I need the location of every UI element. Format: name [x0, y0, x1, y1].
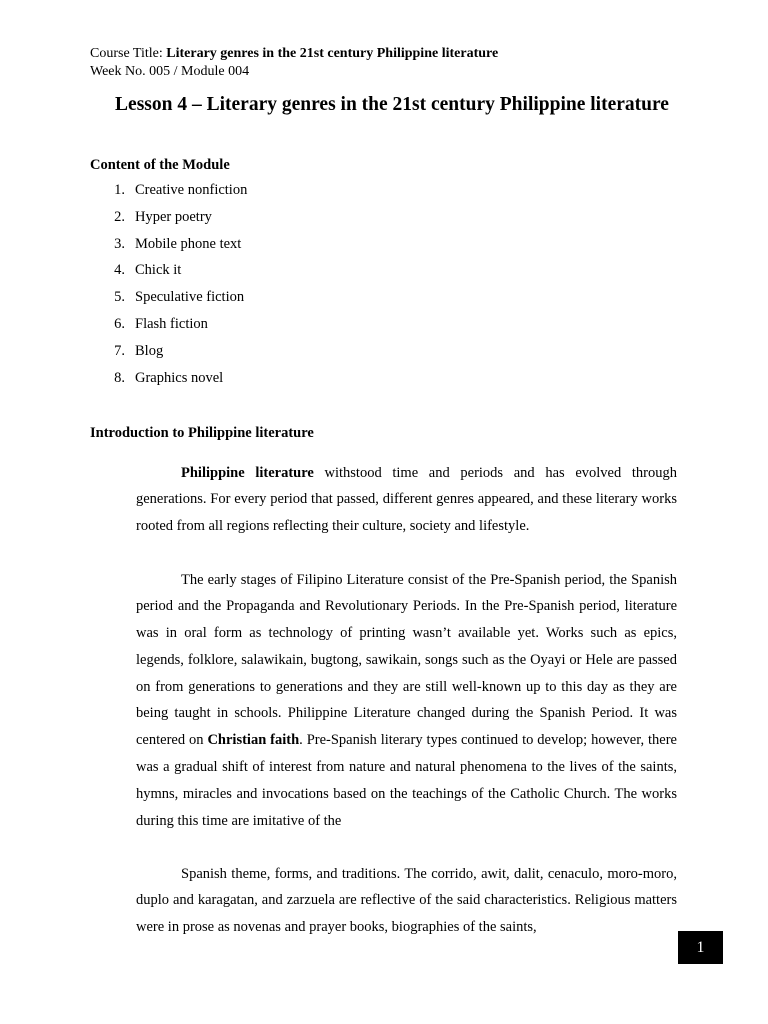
paragraph-text: withstood time and periods and has evolved through generations. For every period that passed, different genres appeared, and these literary works rooted from all regions reflecting their culture, society and lifestyle.: [136, 464, 677, 535]
week-module-line: Week No. 005 / Module 004: [90, 64, 250, 79]
content-heading: Content of the Module: [90, 157, 230, 173]
list-item: [90, 288, 247, 315]
list-item-label: Creative nonfiction: [135, 182, 248, 198]
module-content-list: [90, 181, 247, 395]
list-item-number: 4.: [114, 262, 125, 279]
list-item-number: 1.: [114, 182, 125, 198]
list-item: [90, 208, 247, 235]
course-title-line: [90, 45, 498, 63]
list-item-label: Blog: [135, 342, 164, 359]
intro-heading: Introduction to Philippine literature: [90, 425, 314, 441]
list-item-label: Hyper poetry: [135, 208, 212, 225]
list-item-label: Speculative fiction: [135, 289, 245, 306]
list-item: [90, 261, 247, 288]
list-item-number: 2.: [114, 208, 125, 225]
course-title-label: Course Title:: [90, 46, 167, 61]
list-item: [90, 181, 247, 208]
list-item: [90, 315, 247, 342]
intro-paragraph-2: [136, 567, 677, 835]
list-item-number: 6.: [114, 315, 125, 332]
intro-paragraph-1: [136, 460, 677, 540]
list-item: [90, 369, 247, 396]
list-item-number: 8.: [114, 369, 125, 386]
course-title: Literary genres in the 21st century Philippine literature: [166, 46, 499, 61]
page-number: 1: [678, 931, 723, 964]
list-item: [90, 342, 247, 369]
paragraph-bold-text: Philippine literature: [181, 464, 314, 481]
list-item-number: 7.: [114, 342, 125, 359]
lesson-title: Lesson 4 – Literary genres in the 21st century Philippine literature: [115, 94, 669, 115]
paragraph-text: The early stages of Filipino Literature consist of the Pre-Spanish period, the Spanish period and the Propaganda and Revolutionary Periods. In the Pre-Spanish period, literature was in oral form as technology of printing wasn’t available yet. Works such as epics, legends, folklore, salawikain, bugtong, sawikain, songs such as the Oyayi or Hele are passed on from generations to generations and they are still well-known up to this day as they are being taught in schools. Philippine Literature changed during the Spanish Period. It was centered on: [136, 571, 677, 749]
list-item-label: Flash fiction: [135, 315, 208, 332]
list-item-number: 5.: [114, 289, 125, 306]
list-item-label: Mobile phone text: [135, 235, 242, 252]
intro-paragraph-3: [136, 861, 677, 941]
paragraph-text: Spanish theme, forms, and traditions. The corrido, awit, dalit, cenaculo, moro-moro, duplo and karagatan, and zarzuela are reflective of the said characteristics. Religious matters were in prose as novenas and prayer books, biographies of the saints,: [136, 865, 677, 936]
list-item-number: 3.: [114, 235, 125, 252]
list-item: [90, 235, 247, 262]
paragraph-text: . Pre-Spanish literary types continued to develop; however, there was a gradual shift of interest from nature and natural phenomena to the lives of the saints, hymns, miracles and invocations based on the teachings of the Catholic Church. The works during this time are imitative of the: [136, 732, 677, 829]
list-item-label: Graphics novel: [135, 369, 224, 386]
paragraph-bold-text: Christian faith: [207, 732, 300, 749]
list-item-label: Chick it: [135, 262, 182, 279]
